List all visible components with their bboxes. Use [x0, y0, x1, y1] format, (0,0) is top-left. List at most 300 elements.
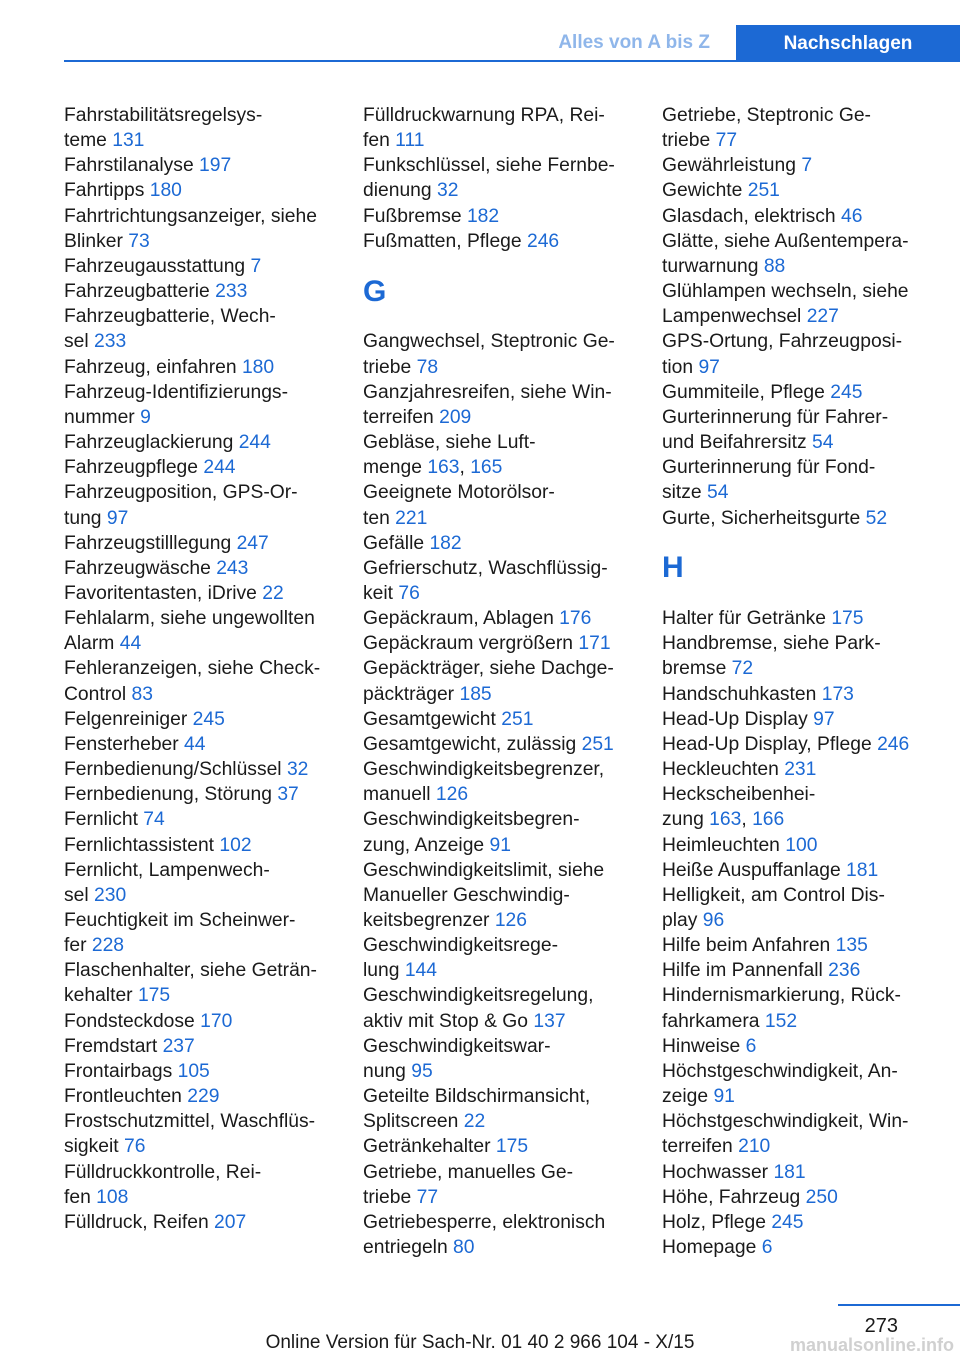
- page-ref-link[interactable]: 76: [124, 1136, 146, 1158]
- index-entry: [662, 858, 930, 883]
- page-number: 273: [864, 1315, 898, 1337]
- page-ref-link[interactable]: 46: [840, 205, 863, 227]
- entry-text: manuell: [363, 784, 436, 806]
- entry-text: Heckscheibenhei-: [662, 784, 816, 806]
- page-ref-link[interactable]: 108: [96, 1186, 129, 1208]
- index-entry: [662, 1109, 930, 1134]
- index-entry: [662, 606, 930, 631]
- index-entry: [64, 833, 332, 858]
- index-entry: [363, 682, 631, 707]
- page-ref-link[interactable]: 229: [187, 1086, 220, 1108]
- index-entry: [363, 480, 631, 505]
- entry-text: tung: [64, 507, 107, 529]
- page-ref-link[interactable]: 96: [702, 910, 725, 932]
- entry-text: fen: [363, 130, 396, 152]
- page-ref-link[interactable]: 166: [752, 809, 785, 831]
- page-ref-link[interactable]: 176: [559, 608, 592, 630]
- index-entry: [64, 355, 332, 380]
- page-ref-link[interactable]: 181: [773, 1161, 806, 1183]
- entry-text: Geschwindigkeitsrege-: [363, 935, 559, 957]
- entry-text: Höhe, Fahrzeug: [662, 1186, 806, 1208]
- entry-text: terreifen: [363, 406, 440, 428]
- index-entry: [64, 807, 332, 832]
- index-entry: [64, 883, 332, 908]
- index-entry: [363, 807, 631, 832]
- chapter-tab[interactable]: Nachschlagen: [736, 25, 960, 62]
- index-entry: [662, 933, 930, 958]
- page-ref-link[interactable]: 171: [578, 633, 611, 655]
- entry-text: turwarnung: [662, 255, 764, 277]
- page-ref-link[interactable]: 6: [761, 1237, 773, 1259]
- index-entry: [363, 380, 631, 405]
- index-entry: [363, 833, 631, 858]
- index-column-3: [662, 103, 930, 1260]
- index-entry: [662, 1084, 930, 1109]
- page-ref-link[interactable]: 97: [106, 507, 129, 529]
- page-ref-link[interactable]: 9: [140, 406, 151, 428]
- page-ref-link[interactable]: 244: [203, 457, 236, 479]
- entry-text: Fernbedienung, Störung: [64, 784, 278, 806]
- index-entry: [662, 983, 930, 1008]
- entry-text: Holz, Pflege: [662, 1211, 772, 1233]
- entry-text: Favoritentasten, iDrive: [64, 582, 263, 604]
- page-ref-link[interactable]: 22: [463, 1111, 486, 1133]
- entry-text: Gepäckträger, siehe Dachge-: [363, 658, 614, 680]
- index-entry: [64, 1160, 332, 1185]
- index-entry: [64, 1034, 332, 1059]
- page-ref-link[interactable]: 181: [846, 859, 879, 881]
- entry-text: Glätte, siehe Außentempera-: [662, 230, 909, 252]
- index-entry: [662, 732, 930, 757]
- entry-text: Hilfe beim Anfahren: [662, 935, 836, 957]
- entry-text: triebe: [662, 130, 716, 152]
- page-ref-link[interactable]: 228: [91, 935, 125, 957]
- page-ref-link[interactable]: 246: [526, 230, 560, 252]
- index-entry: [64, 254, 332, 279]
- page-ref-link[interactable]: 163: [709, 809, 742, 831]
- page-ref-link[interactable]: 37: [277, 784, 299, 806]
- index-entry: [363, 983, 631, 1008]
- entry-text: zung: [662, 809, 710, 831]
- page-ref-link[interactable]: 180: [241, 356, 275, 378]
- entry-text: Fahrstilanalyse: [64, 155, 200, 177]
- entry-text: Heckleuchten: [662, 759, 785, 781]
- page-ref-link[interactable]: 54: [707, 482, 729, 504]
- index-entry: [64, 782, 332, 807]
- entry-text: Geschwindigkeitsregelung,: [363, 985, 594, 1007]
- page-ref-link[interactable]: 83: [131, 683, 153, 705]
- page-ref-link[interactable]: 32: [286, 759, 309, 781]
- index-entry: [64, 556, 332, 581]
- entry-text: Fülldruckwarnung RPA, Rei-: [363, 105, 605, 126]
- index-entry: [662, 178, 930, 203]
- entry-text: Lampenwechsel: [662, 306, 807, 328]
- index-entry: [662, 405, 930, 430]
- entry-text: triebe: [363, 356, 417, 378]
- index-entry: [64, 204, 332, 229]
- page-ref-link[interactable]: 245: [192, 708, 225, 730]
- section-tab[interactable]: Alles von A bis Z: [558, 32, 710, 53]
- index-entry: [64, 983, 332, 1008]
- entry-text: Geschwindigkeitslimit, siehe: [363, 859, 605, 881]
- entry-text: Gurterinnerung für Fond-: [662, 457, 876, 479]
- page-ref-link[interactable]: 250: [805, 1186, 838, 1208]
- page-ref-link[interactable]: 72: [731, 658, 754, 680]
- entry-text: sitze: [662, 482, 708, 504]
- index-entry: [363, 229, 631, 254]
- page-ref-link[interactable]: 77: [715, 130, 738, 152]
- index-entry: [662, 480, 930, 505]
- index-entry: [662, 455, 930, 480]
- index-entry: [363, 128, 631, 153]
- page-ref-link[interactable]: 207: [214, 1211, 247, 1233]
- entry-text: Fremdstart: [64, 1035, 163, 1057]
- page-ref-link[interactable]: 236: [828, 960, 861, 982]
- index-entry: [662, 1134, 930, 1159]
- page-ref-link[interactable]: 245: [771, 1211, 804, 1233]
- entry-text: dienung: [363, 180, 437, 202]
- index-entry: [662, 707, 930, 732]
- index-entry: [662, 757, 930, 782]
- index-entry: [662, 430, 930, 455]
- entry-text: Control: [64, 683, 132, 705]
- entry-text: Heimleuchten: [662, 834, 786, 856]
- index-entry: [662, 1059, 930, 1084]
- entry-text: Gebläse, siehe Luft-: [363, 432, 536, 454]
- page-ref-link[interactable]: 111: [395, 130, 425, 152]
- index-entry: [363, 1134, 631, 1159]
- index-entry: [64, 531, 332, 556]
- entry-text: Feuchtigkeit im Scheinwer-: [64, 910, 296, 931]
- entry-text: Homepage: [662, 1237, 762, 1259]
- page-ref-link[interactable]: 180: [149, 180, 182, 202]
- entry-text: Fülldruck, Reifen: [64, 1211, 215, 1233]
- entry-text: teme: [64, 130, 113, 152]
- entry-text: fahrkamera: [662, 1010, 765, 1032]
- page-ref-link[interactable]: 97: [698, 356, 720, 378]
- page-ref-link[interactable]: 237: [162, 1035, 195, 1057]
- page-ref-link[interactable]: 175: [495, 1136, 529, 1158]
- page-ref-link[interactable]: 74: [143, 809, 165, 831]
- page-ref-link[interactable]: 185: [459, 683, 492, 705]
- page-ref-link[interactable]: 73: [128, 230, 150, 252]
- index-entry: [662, 782, 930, 807]
- index-entry: [64, 1210, 332, 1235]
- index-entry: [363, 329, 631, 354]
- entry-text: Fülldruckkontrolle, Rei-: [64, 1161, 262, 1183]
- entry-text: Fahrzeugposition, GPS-Or-: [64, 482, 298, 504]
- index-entry: [64, 480, 332, 505]
- index-entry: [662, 279, 930, 304]
- entry-text: lung: [363, 960, 405, 982]
- page-ref-link[interactable]: 32: [436, 180, 459, 202]
- index-entry: [662, 656, 930, 681]
- page-ref-link[interactable]: 105: [177, 1060, 210, 1082]
- index-letter-heading: H: [662, 551, 684, 585]
- entry-text: Frostschutzmittel, Waschflüs-: [64, 1111, 316, 1133]
- index-entry: [363, 1185, 631, 1210]
- page-ref-link[interactable]: 163: [427, 457, 460, 479]
- entry-text: triebe: [363, 1186, 417, 1208]
- index-entry: [363, 707, 631, 732]
- page-ref-link[interactable]: 251: [747, 180, 780, 202]
- entry-text: Helligkeit, am Control Dis-: [662, 884, 885, 906]
- index-entry: [64, 908, 332, 933]
- index-entry: [363, 531, 631, 556]
- page-ref-link[interactable]: 78: [416, 356, 439, 378]
- index-entry: [662, 1009, 930, 1034]
- index-entry: [64, 581, 332, 606]
- page-ref-link[interactable]: 77: [416, 1186, 439, 1208]
- entry-text: Ganzjahresreifen, siehe Win-: [363, 381, 612, 403]
- index-entry: [662, 329, 930, 354]
- page-ref-link[interactable]: 210: [738, 1136, 771, 1158]
- page-ref-link[interactable]: 233: [215, 281, 248, 303]
- index-entry: [363, 631, 631, 656]
- page-ref-link[interactable]: 152: [764, 1010, 798, 1032]
- entry-text: Glasdach, elektrisch: [662, 205, 841, 227]
- index-entry: [662, 958, 930, 983]
- entry-text: Fahrzeugpflege: [64, 457, 204, 479]
- entry-text: Fahrzeugstilllegung: [64, 532, 237, 554]
- entry-text: Gangwechsel, Steptronic Ge-: [363, 331, 615, 353]
- entry-text: Head-Up Display: [662, 708, 814, 730]
- index-entry: [64, 506, 332, 531]
- index-entry: [64, 757, 332, 782]
- page-ref-link[interactable]: 88: [763, 255, 786, 277]
- entry-text: Fahrzeuglackierung: [64, 432, 239, 454]
- index-entry: [64, 304, 332, 329]
- entry-text: Fahrzeugbatterie, Wech-: [64, 306, 276, 328]
- page-ref-link[interactable]: 52: [865, 507, 888, 529]
- index-entry: [64, 732, 332, 757]
- index-letter-heading: G: [363, 274, 387, 308]
- index-entry: [662, 229, 930, 254]
- index-entry: [363, 656, 631, 681]
- page-ref-link[interactable]: 91: [489, 834, 511, 856]
- page-ref-link[interactable]: 95: [411, 1060, 433, 1082]
- page-ref-link[interactable]: 175: [137, 985, 171, 1007]
- page-ref-link[interactable]: 131: [112, 130, 145, 152]
- page-ref-link[interactable]: 209: [439, 406, 472, 428]
- entry-text: Frontairbags: [64, 1060, 178, 1082]
- page-ref-link[interactable]: 54: [812, 432, 834, 454]
- index-entry: [363, 1009, 631, 1034]
- entry-text: Fernbedienung/Schlüssel: [64, 759, 287, 781]
- index-entry: [662, 304, 930, 329]
- page-ref-link[interactable]: 7: [801, 155, 813, 177]
- index-entry: [64, 1009, 332, 1034]
- page-ref-link[interactable]: 247: [236, 532, 269, 554]
- entry-text: fer: [64, 935, 92, 957]
- entry-text: Gurte, Sicherheitsgurte: [662, 507, 866, 529]
- entry-text: nung: [363, 1060, 412, 1082]
- entry-text: zung, Anzeige: [363, 834, 490, 856]
- index-entry: [363, 1084, 631, 1109]
- entry-text: aktiv mit Stop & Go: [363, 1010, 534, 1032]
- entry-text: nummer: [64, 406, 141, 428]
- index-entry: zung 163, 166: [662, 809, 785, 831]
- page-ref-link[interactable]: 182: [429, 532, 462, 554]
- page-ref-link[interactable]: 230: [94, 884, 127, 906]
- footer-text: Online Version für Sach-Nr. 01 40 2 966 104 - X/15: [265, 1332, 695, 1353]
- index-entry: [363, 581, 631, 606]
- index-entry: [64, 405, 332, 430]
- page-ref-link[interactable]: 251: [501, 708, 534, 730]
- page-ref-link[interactable]: 126: [435, 784, 469, 806]
- index-entry: [64, 455, 332, 480]
- index-entry: [363, 1034, 631, 1059]
- entry-text: entriegeln: [363, 1237, 454, 1259]
- index-entry: [662, 1185, 930, 1210]
- page-ref-link[interactable]: 137: [533, 1010, 566, 1032]
- index-entry: [662, 254, 930, 279]
- index-entry: [64, 430, 332, 455]
- index-entry: [662, 506, 930, 531]
- index-entry: [64, 682, 332, 707]
- page-ref-link[interactable]: 246: [877, 733, 910, 755]
- page-ref-link[interactable]: 165: [470, 457, 503, 479]
- index-entry: [662, 682, 930, 707]
- entry-text: tion: [662, 356, 699, 378]
- page-ref-link[interactable]: 97: [813, 708, 835, 730]
- index-entry: [662, 1034, 930, 1059]
- index-column-1: [64, 103, 332, 1235]
- page-ref-link[interactable]: 102: [219, 834, 252, 856]
- page-ref-link[interactable]: 173: [821, 683, 854, 705]
- index-entry: [363, 103, 631, 128]
- entry-text: Fahrzeugwäsche: [64, 557, 217, 579]
- entry-text: Funkschlüssel, siehe Fernbe-: [363, 155, 615, 177]
- entry-text: Fußmatten, Pflege: [363, 230, 527, 252]
- entry-text: Getriebe, manuelles Ge-: [363, 1161, 574, 1183]
- entry-text: Höchstgeschwindigkeit, An-: [662, 1060, 898, 1082]
- entry-text: Geschwindigkeitsbegren-: [363, 809, 580, 831]
- index-entry: [662, 1235, 930, 1260]
- page-ref-link[interactable]: 182: [466, 205, 500, 227]
- entry-text: play: [662, 910, 703, 932]
- page-ref-link[interactable]: 7: [250, 255, 262, 277]
- index-entry: [662, 883, 930, 908]
- entry-text: Blinker: [64, 230, 129, 252]
- entry-text: Fahrstabilitätsregelsys-: [64, 105, 263, 126]
- index-entry: [662, 833, 930, 858]
- entry-text: zeige: [662, 1086, 714, 1108]
- page-ref-link[interactable]: 233: [94, 331, 127, 353]
- page-ref-link[interactable]: 170: [200, 1010, 233, 1032]
- entry-text: keit: [363, 582, 399, 604]
- index-entry: [64, 656, 332, 681]
- index-entry: menge 163, 165: [363, 457, 503, 479]
- page-ref-link[interactable]: 245: [830, 381, 863, 403]
- index-entry: [363, 933, 631, 958]
- index-entry: [363, 153, 631, 178]
- entry-text: Manueller Geschwindig-: [363, 884, 570, 906]
- page-ref-link[interactable]: 135: [835, 935, 868, 957]
- page-ref-link[interactable]: 175: [831, 608, 864, 630]
- entry-text: Gurterinnerung für Fahrer-: [662, 406, 889, 428]
- page-ref-link[interactable]: 243: [216, 557, 249, 579]
- index-entry: [64, 1134, 332, 1159]
- page-ref-link[interactable]: 22: [262, 582, 284, 604]
- entry-text: ten: [363, 507, 396, 529]
- page-ref-link[interactable]: 126: [494, 910, 527, 932]
- page-ref-link[interactable]: 251: [581, 733, 614, 755]
- page-ref-link[interactable]: 44: [119, 633, 142, 655]
- index-entry: [363, 757, 631, 782]
- index-entry: [363, 506, 631, 531]
- index-entry: [662, 631, 930, 656]
- index-entry: [64, 153, 332, 178]
- index-entry: [64, 178, 332, 203]
- index-entry: [662, 204, 930, 229]
- index-entry: [64, 707, 332, 732]
- entry-text: keitsbegrenzer: [363, 910, 495, 932]
- page-ref-link[interactable]: 227: [806, 306, 839, 328]
- entry-text: Fahrtipps: [64, 180, 150, 202]
- entry-text: menge: [363, 457, 428, 479]
- index-entry: [363, 178, 631, 203]
- entry-text: Fahrzeugausstattung: [64, 255, 251, 277]
- entry-text: Gesamtgewicht, zulässig: [363, 733, 582, 755]
- entry-text: Alarm: [64, 633, 120, 655]
- index-entry: [363, 1235, 631, 1260]
- entry-text: Fondsteckdose: [64, 1010, 201, 1032]
- entry-text: Frontleuchten: [64, 1086, 188, 1108]
- entry-text: sel: [64, 331, 95, 353]
- index-entry: [662, 355, 930, 380]
- entry-text: Fernlicht, Lampenwech-: [64, 859, 270, 881]
- index-entry: [662, 153, 930, 178]
- entry-text: Glühlampen wechseln, siehe: [662, 281, 909, 303]
- entry-text: Geschwindigkeitswar-: [363, 1035, 551, 1057]
- entry-text: Gefälle: [363, 532, 430, 554]
- entry-text: Hilfe im Pannenfall: [662, 960, 829, 982]
- page-ref-link[interactable]: 6: [745, 1035, 757, 1057]
- entry-text: Handschuhkasten: [662, 683, 822, 705]
- footer-rule: [838, 1304, 960, 1306]
- entry-text: Hochwasser: [662, 1161, 774, 1183]
- entry-text: Fahrzeugbatterie: [64, 281, 216, 303]
- page-ref-link[interactable]: 144: [404, 960, 437, 982]
- entry-text: päckträger: [363, 683, 460, 705]
- page-ref-link[interactable]: 231: [784, 759, 817, 781]
- index-entry: [64, 933, 332, 958]
- index-entry: [64, 380, 332, 405]
- page-ref-link[interactable]: 80: [453, 1237, 475, 1259]
- entry-text: Gepäckraum vergrößern: [363, 633, 579, 655]
- entry-text: Gefrierschutz, Waschflüssig-: [363, 557, 608, 579]
- page-ref-link[interactable]: 197: [199, 155, 232, 177]
- entry-text: Getriebe, Steptronic Ge-: [662, 105, 871, 126]
- entry-text: Heiße Auspuffanlage: [662, 859, 847, 881]
- page-ref-link[interactable]: 221: [395, 507, 428, 529]
- page-ref-link[interactable]: 76: [398, 582, 420, 604]
- page-ref-link[interactable]: 44: [184, 733, 206, 755]
- entry-text: Fehleranzeigen, siehe Check-: [64, 658, 321, 680]
- entry-text: Geeignete Motorölsor-: [363, 482, 555, 504]
- entry-text: Geschwindigkeitsbegrenzer,: [363, 759, 605, 781]
- page-ref-link[interactable]: 100: [785, 834, 818, 856]
- entry-text: Fehlalarm, siehe ungewollten: [64, 608, 315, 630]
- entry-text: GPS-Ortung, Fahrzeugposi-: [662, 331, 903, 353]
- page-ref-link[interactable]: 91: [713, 1086, 735, 1108]
- entry-text: Gesamtgewicht: [363, 708, 502, 730]
- entry-text: terreifen: [662, 1136, 739, 1158]
- index-entry: [363, 858, 631, 883]
- watermark-logo: manualsonline.info: [789, 1335, 954, 1355]
- page-ref-link[interactable]: 244: [238, 432, 271, 454]
